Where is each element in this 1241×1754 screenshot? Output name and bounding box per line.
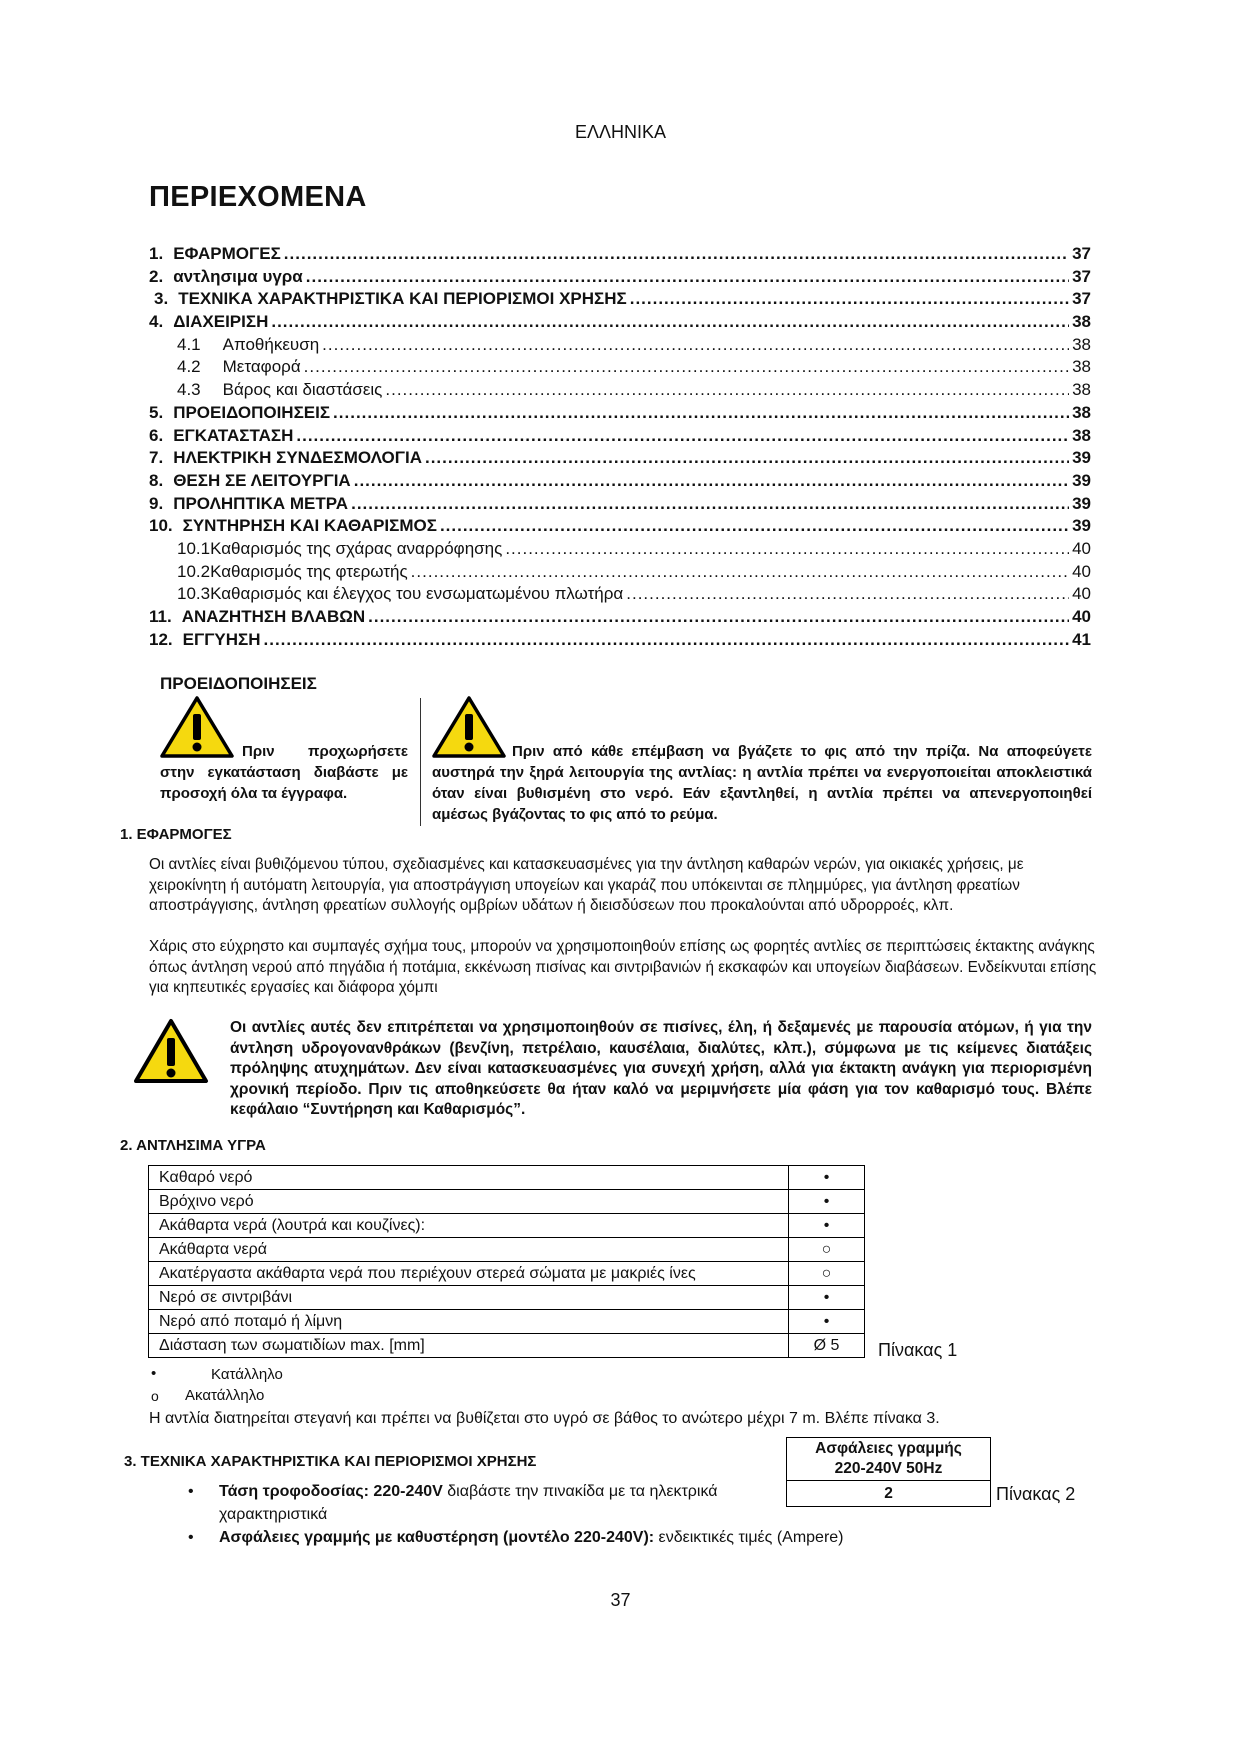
toc-entry-label: αντλησιμα υγρα [173,266,303,286]
toc-entry-number: 11. [149,607,172,626]
toc-entry-number: 4.1 [177,334,201,354]
toc-entry-label: Καθαρισμός της σχάρας αναρρόφησης [210,538,503,558]
toc-entry-page: 38 [1072,312,1091,332]
legend-unsuitable-text: Ακατάλληλο [185,1387,265,1404]
toc-entry-page: 38 [1072,334,1091,354]
toc-entry-label: ΔΙΑΧΕΙΡΙΣΗ [173,312,269,332]
toc-entry-number: 4. [149,312,164,332]
toc-entry-page: 39 [1072,493,1091,513]
fuse-header-line-1: Ασφάλειες γραμμής [815,1440,962,1457]
warning-left-text: Πριν προχωρήσετε στην εγκατάσταση διαβάστε με προσοχή όλα τα έγγραφα. [160,743,408,802]
bullet-supply-voltage: Τάση τροφοδοσίας: 220-240V διαβάστε την πινακίδα με τα ηλεκτρικά χαρακτηριστικά [219,1483,718,1523]
section-2-note: Η αντλία διατηρείται στεγανή και πρέπει να βυθίζεται στο υγρό σε βάθος το ανώτερο μέχρι 7 m. Βλέπε πίνακα 3. [149,1410,940,1427]
toc-entry-label: Μεταφορά [222,357,301,377]
toc-entry-page: 37 [1072,289,1091,309]
toc-entry[interactable] [149,607,1091,630]
fluid-label: Διάσταση των σωματιδίων max. [mm] [149,1334,789,1358]
toc-entry[interactable] [149,244,1091,267]
toc-entry-label: Καθαρισμός της φτερωτής [210,561,408,581]
toc-entry-label: ΠΡΟΕΙΔΟΠΟΙΗΣΕΙΣ [173,402,331,422]
toc-entry[interactable] [149,494,1091,517]
fluid-suitability: • [789,1214,865,1238]
table-1-caption: Πίνακας 1 [878,1340,958,1360]
toc-entry[interactable] [149,584,1091,607]
toc-leader-dots [351,494,1069,514]
toc-entry[interactable] [149,357,1091,380]
toc-entry-number: 5. [149,402,164,422]
toc-entry-number: 10.3 [177,584,211,604]
legend-unsuitable-symbol: o [151,1388,159,1404]
warnings-heading: ΠΡΟΕΙΔΟΠΟΙΗΣΕΙΣ [160,674,317,693]
toc-leader-dots [284,244,1069,264]
fluid-suitability: • [789,1286,865,1310]
table-row [149,1166,865,1190]
toc-entry[interactable] [149,380,1091,403]
toc-leader-dots [333,403,1069,423]
toc-leader-dots [368,607,1069,627]
toc-entry-number: 10.2 [177,561,211,581]
warning-triangle-icon [133,1018,209,1084]
section-1-warning-text: Οι αντλίες αυτές δεν επιτρέπεται να χρησιμοποιηθούν σε πισίνες, έλη, ή δεξαμενές με παρουσία ατόμων, ή για την άντληση υδρογονανθράκων (βενζίνη, πετρέλαιο, καυσέλαια, διαλύτες, κλπ.), σύμφωνα με τις κείμενες διατάξεις πρόληψης ατυχημάτων. Δεν είναι κατασκευασμένες για συνεχή χρήση, αλλά για έκτακτη ανάγκη για περιορισμένη χρονική περίοδο. Πριν τις αποθηκεύσετε θα ήταν καλό να μεριμνήσετε μία φάση για τον καθαρισμό τους. Βλέπε κεφάλαιο “Συντήρηση και Καθαρισμός”. [230,1019,1092,1118]
toc-entry-number: 1. [149,244,164,263]
toc-entry-page: 40 [1072,584,1091,604]
section-1-paragraph-2: Χάρις στο εύχρηστο και συμπαγές σχήμα τους, μπορούν να χρησιμοποιηθούν επίσης ως φορητές αντλίες σε περιπτώσεις έκτακτης ανάγκης όπως άντληση νερού από πηγάδια ή ποτάμια, εκκένωση πισίνας και σιντριβανιών ή εκσκαφών και υπογείων διαβάσεων. Ενδείκνυται επίσης για κηπευτικές εργασίες και διάφορα χόμπι [149,938,1097,996]
toc-entry-label: ΕΦΑΡΜΟΓΕΣ [173,244,281,263]
toc-entry-number: 3. [154,289,169,309]
fluid-label: Βρόχινο νερό [149,1190,789,1214]
table-row [149,1310,865,1334]
toc-entry-page: 39 [1072,448,1091,468]
toc-leader-dots [440,516,1069,536]
toc-entry-number: 6. [149,425,164,445]
toc-entry-number: 10.1 [177,538,211,558]
fluid-label: Ακάθαρτα νερά [149,1238,789,1262]
section-2-heading: 2. ΑΝΤΛΗΣΙΜΑ ΥΓΡΑ [120,1137,266,1154]
section-1-heading: 1. ΕΦΑΡΜΟΓΕΣ [120,826,232,843]
table-row [149,1190,865,1214]
toc-entry-page: 40 [1072,607,1091,626]
toc-leader-dots [354,471,1069,491]
toc-leader-dots [626,584,1069,604]
toc-entry[interactable] [149,403,1091,426]
page-language-header: ΕΛΛΗΝΙΚΑ [574,122,667,142]
table-row [149,1214,865,1238]
toc-entry-label: ΠΡΟΛΗΠΤΙΚΑ ΜΕΤΡΑ [173,493,349,513]
toc-entry-page: 39 [1072,470,1091,490]
legend-suitable-text: Κατάλληλο [211,1366,283,1383]
fluid-suitability: • [789,1166,865,1190]
toc-entry-page: 37 [1072,244,1091,263]
toc-entry-label: ΕΓΚΑΤΑΣΤΑΣΗ [173,425,294,445]
toc-leader-dots [296,426,1069,446]
toc-entry-number: 4.3 [177,380,201,400]
toc-leader-dots [425,448,1069,468]
toc-leader-dots [505,539,1069,559]
warning-divider [420,698,421,826]
toc-entry[interactable] [149,312,1091,335]
toc-entry-label: ΕΓΓΥΗΣΗ [182,629,261,649]
table-row [149,1334,865,1358]
fluid-suitability: • [789,1190,865,1214]
toc-entry[interactable] [149,539,1091,562]
fuse-header-line-2: 220-240V 50Hz [834,1460,943,1477]
fluid-label: Νερό σε σιντριβάνι [149,1286,789,1310]
toc-entry-page: 40 [1072,538,1091,558]
toc-entry-number: 9. [149,493,164,513]
toc-leader-dots [264,630,1070,650]
toc-entry[interactable] [149,448,1091,471]
toc-entry[interactable] [149,562,1091,585]
toc-entry-page: 38 [1072,380,1091,400]
toc-entry-label: ΗΛΕΚΤΡΙΚΗ ΣΥΝΔΕΣΜΟΛΟΓΙΑ [173,448,422,468]
toc-entry-page: 37 [1072,266,1091,286]
toc-entry[interactable] [149,630,1091,653]
toc-entry-label: Βάρος και διαστάσεις [222,380,383,400]
toc-entry-number: 7. [149,448,164,468]
bullet-symbol: • [188,1483,194,1500]
table-row [149,1238,865,1262]
fluid-label: Νερό από ποταμό ή λίμνη [149,1310,789,1334]
fluid-label: Ακάθαρτα νερά (λουτρά και κουζίνες): [149,1214,789,1238]
table-row [149,1286,865,1310]
toc-entry[interactable] [149,335,1091,358]
toc-entry-page: 38 [1072,357,1091,377]
toc-entry-label: Καθαρισμός και έλεγχος του ενσωματωμένου πλωτήρα [210,584,624,604]
table-2-caption: Πίνακας 2 [996,1484,1076,1504]
fuse-table-value: 2 [787,1481,991,1507]
fluid-suitability: • [789,1310,865,1334]
fluid-suitability: ○ [789,1262,865,1286]
toc-leader-dots [306,267,1069,287]
fuse-table [786,1437,991,1507]
toc-leader-dots [304,357,1069,377]
fluid-suitability: Ø 5 [789,1334,865,1358]
fluids-table [148,1165,865,1358]
toc-entry-number: 8. [149,470,164,490]
toc-entry-label: ΘΕΣΗ ΣΕ ΛΕΙΤΟΥΡΓΙΑ [173,470,351,490]
bullet-symbol: • [188,1529,194,1546]
toc-entry-number: 2. [149,266,164,286]
toc-entry-page: 40 [1072,561,1091,581]
toc-entry-number: 4.2 [177,357,201,377]
toc-entry-label: Αποθήκευση [222,334,320,354]
toc-entry-number: 12. [149,629,173,649]
toc-entry-label: ΤΕΧΝΙΚΑ ΧΑΡΑΚΤΗΡΙΣΤΙΚΑ ΚΑΙ ΠΕΡΙΟΡΙΣΜΟΙ ΧΡΗΣΗΣ [178,289,627,309]
toc-entry[interactable] [149,289,1091,312]
fluid-label: Ακατέργαστα ακάθαρτα νερά που περιέχουν στερεά σώματα με μακριές ίνες [149,1262,789,1286]
warning-right-text: Πριν από κάθε επέμβαση να βγάζετε το φις από την πρίζα. Να αποφεύγετε αυστηρά την ξηρά λειτουργία της αντλίας: η αντλία πρέπει να ενεργοποιείται αποκλειστικά όταν είναι βυθισμένη στο νερό. Εάν εξαντληθεί, η αντλία πρέπει να απενεργοποιηθεί αμέσως βγάζοντας το φις από το ρεύμα. [432,743,1092,823]
toc-entry[interactable] [149,426,1091,449]
table-of-contents [149,244,1091,652]
bullet-fuses: Ασφάλειες γραμμής με καθυστέρηση (μοντέλο 220-240V): ενδεικτικές τιμές (Ampere) [219,1529,844,1546]
fluid-suitability: ○ [789,1238,865,1262]
section-1-paragraph-1: Οι αντλίες είναι βυθιζόμενου τύπου, σχεδιασμένες και κατασκευασμένες για την άντληση καθαρών νερών, για οικιακές χρήσεις, με χειροκίνητη ή αυτόματη λειτουργία, για αποστράγγιση υπογείων και γκαράζ που υπόκεινται σε πλημμύρες, για άντληση φρεατίων αποστράγγισης, άντληση φρεατίων συλλογής ομβρίων υδάτων ή διεισδύσεων που προκαλούνται από υδρορροές, κλπ. [149,856,1024,914]
toc-entry-page: 41 [1072,629,1091,649]
toc-leader-dots [411,562,1069,582]
page-number: 37 [610,1590,631,1610]
toc-entry-page: 38 [1072,402,1091,422]
toc-entry[interactable] [149,267,1091,290]
toc-entry-page: 38 [1072,425,1091,445]
toc-leader-dots [630,289,1069,309]
toc-entry-label: ΑΝΑΖΗΤΗΣΗ ΒΛΑΒΩΝ [181,607,366,626]
toc-entry[interactable] [149,471,1091,494]
toc-entry-number: 10. [149,516,173,536]
fuse-table-header [787,1438,991,1481]
toc-entry-label: ΣΥΝΤΗΡΗΣΗ ΚΑΙ ΚΑΘΑΡΙΣΜΟΣ [182,516,437,536]
legend-suitable-symbol: • [151,1365,157,1382]
toc-entry[interactable] [149,516,1091,539]
toc-entry-page: 39 [1072,516,1091,536]
table-row [149,1262,865,1286]
toc-leader-dots [271,312,1069,332]
section-3-heading: 3. ΤΕΧΝΙΚΑ ΧΑΡΑΚΤΗΡΙΣΤΙΚΑ ΚΑΙ ΠΕΡΙΟΡΙΣΜΟΙ ΧΡΗΣΗΣ [124,1453,537,1470]
toc-leader-dots [322,335,1069,355]
toc-leader-dots [385,380,1069,400]
fluid-label: Καθαρό νερό [149,1166,789,1190]
page-title: ΠΕΡΙΕΧΟΜΕΝΑ [149,181,367,213]
